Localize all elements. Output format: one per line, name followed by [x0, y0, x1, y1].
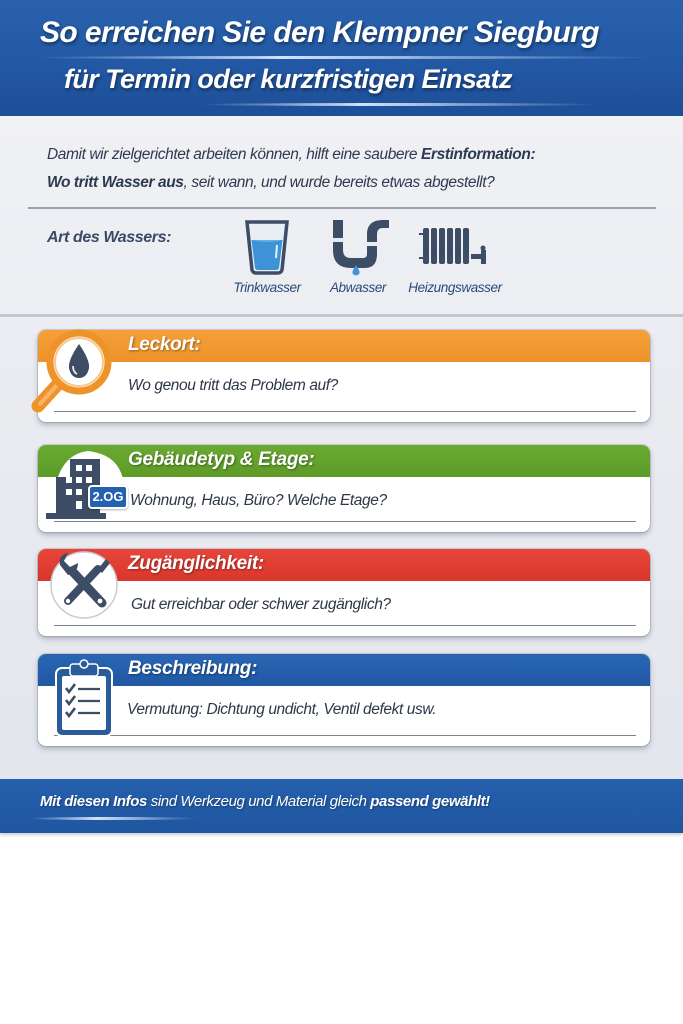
footer-emphasis: Mit diesen Infos	[40, 793, 147, 810]
card-heading: Leckort:	[128, 334, 201, 355]
decorative-swoosh	[28, 817, 198, 820]
card-leak-location	[38, 330, 650, 422]
clipboard-checklist-icon	[52, 658, 118, 745]
content-panel	[0, 116, 683, 782]
input-line	[54, 521, 636, 523]
water-type-waste	[322, 218, 394, 295]
footer-banner	[0, 779, 683, 833]
drinking-glass-icon	[224, 218, 310, 276]
intro-line-2	[47, 174, 494, 192]
card-heading: Zugänglichkeit:	[128, 553, 264, 574]
card-description-text: Vermutung: Dichtung undicht, Ventil defekt usw.	[127, 701, 437, 718]
card-description: Wo genou tritt das Problem auf?	[128, 377, 338, 394]
card-description: Gut erreichbar oder schwer zugänglich?	[131, 596, 391, 613]
intro-emphasis: Wo tritt Wasser aus	[47, 174, 184, 191]
decorative-swoosh	[200, 103, 600, 106]
water-type-drinking	[224, 218, 310, 295]
footer-regular: sind Werkzeug und Material gleich	[146, 793, 371, 810]
divider	[0, 314, 683, 317]
water-type-caption: Heizungswasser	[408, 280, 502, 295]
water-type-heating	[400, 218, 510, 295]
intro-line-1	[47, 146, 535, 164]
intro-text: Damit wir zielgerichtet arbeiten können, hilft eine saubere	[47, 146, 422, 163]
intro-emphasis: Erstinformation:	[421, 146, 536, 163]
water-type-caption: Trinkwasser	[233, 280, 301, 295]
card-heading: Gebäudetyp & Etage:	[128, 449, 315, 470]
page-subtitle: für Termin oder kurzfristigen Einsatz	[64, 64, 512, 94]
magnifier-drop-icon	[28, 326, 120, 423]
card-description: Wohnung, Haus, Büro? Welche Etage?	[130, 492, 387, 509]
footer-text	[40, 793, 490, 810]
card-accessibility	[38, 549, 650, 636]
header-banner	[0, 0, 683, 116]
page-title: So erreichen Sie den Klempner Siegburg	[40, 16, 600, 49]
tools-icon	[48, 549, 120, 626]
input-line	[54, 411, 636, 413]
radiator-icon	[400, 218, 510, 276]
card-description	[38, 654, 650, 746]
floor-badge: 2.OG	[88, 485, 128, 509]
input-line	[54, 625, 636, 627]
water-type-label: Art des Wassers:	[47, 229, 172, 246]
intro-text: , seit wann, und wurde bereits etwas abgestellt?	[183, 174, 495, 191]
card-heading: Beschreibung:	[128, 658, 258, 679]
input-line	[54, 735, 636, 737]
divider	[28, 207, 656, 209]
card-building-type	[38, 445, 650, 532]
water-type-caption: Abwasser	[329, 280, 387, 295]
drain-pipe-icon	[322, 218, 394, 276]
footer-emphasis: passend gewählt!	[370, 793, 490, 810]
decorative-swoosh	[30, 56, 660, 59]
